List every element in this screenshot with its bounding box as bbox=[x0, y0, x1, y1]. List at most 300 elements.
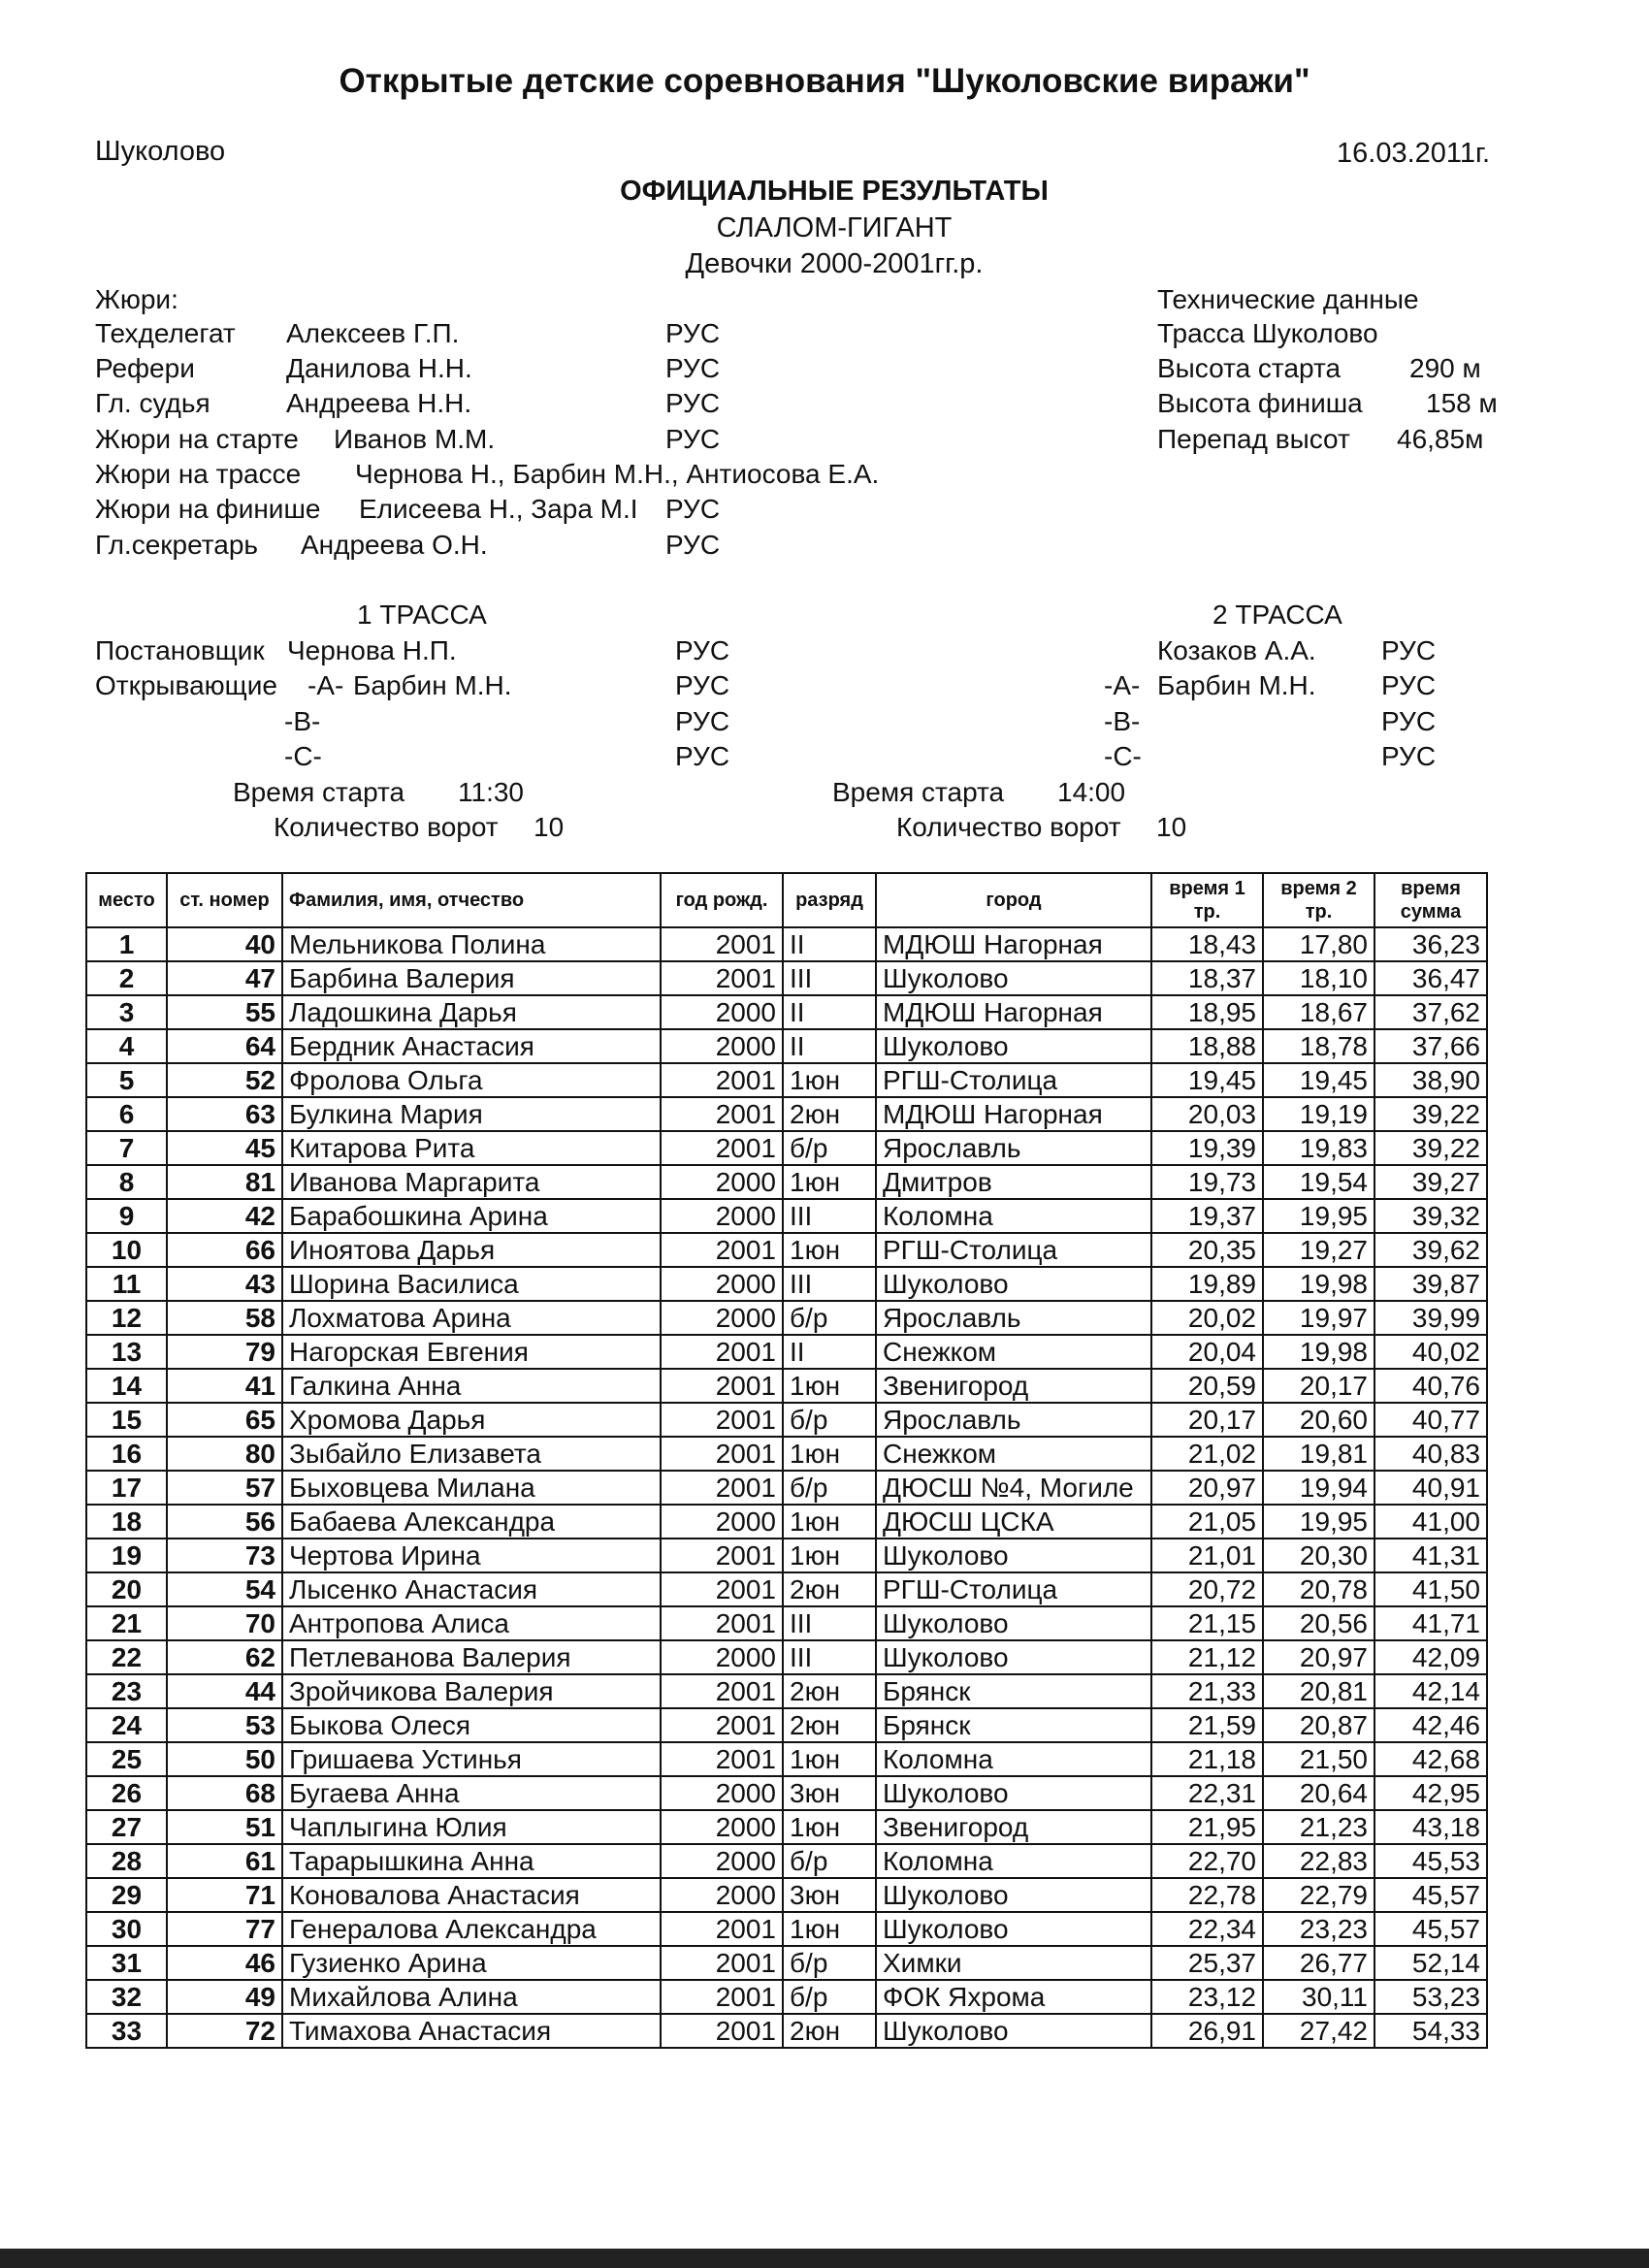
year-cell: 2000 bbox=[661, 1505, 783, 1539]
results-heading: ОФИЦИАЛЬНЫЕ РЕЗУЛЬТАТЫ bbox=[620, 176, 1049, 207]
bib-cell: 58 bbox=[167, 1301, 282, 1335]
jury-role: Жюри на старте bbox=[95, 424, 299, 454]
name-cell: Барабошкина Арина bbox=[282, 1199, 661, 1233]
year-cell: 2001 bbox=[661, 961, 783, 995]
place-cell: 1 bbox=[86, 927, 167, 961]
age-group: Девочки 2000-2001гг.р. bbox=[685, 248, 984, 279]
run1-forerunner-a-label: -А- bbox=[307, 670, 344, 700]
time2-cell: 20,64 bbox=[1263, 1776, 1374, 1810]
jury-role: Жюри на трассе bbox=[95, 459, 302, 489]
bib-cell: 40 bbox=[167, 927, 282, 961]
name-cell: Иноятова Дарья bbox=[282, 1233, 661, 1267]
time2-cell: 20,87 bbox=[1263, 1708, 1374, 1742]
tech-row-value: 158 м bbox=[1426, 388, 1498, 418]
bib-cell: 50 bbox=[167, 1742, 282, 1776]
sum-cell: 45,57 bbox=[1374, 1912, 1487, 1946]
table-row bbox=[86, 1810, 1487, 1844]
table-row bbox=[86, 1267, 1487, 1301]
time2-cell: 20,17 bbox=[1263, 1369, 1374, 1403]
time2-cell: 18,78 bbox=[1263, 1029, 1374, 1063]
rank-cell: 3юн bbox=[783, 1776, 876, 1810]
jury-name: Андреева О.Н. bbox=[301, 530, 488, 560]
bib-cell: 46 bbox=[167, 1946, 282, 1980]
time1-cell: 20,03 bbox=[1151, 1097, 1263, 1131]
bib-cell: 72 bbox=[167, 2014, 282, 2048]
rank-cell: б/р bbox=[783, 1471, 876, 1505]
table-row bbox=[86, 1165, 1487, 1199]
sum-cell: 39,22 bbox=[1374, 1131, 1487, 1165]
time1-cell: 22,31 bbox=[1151, 1776, 1263, 1810]
place-cell: 3 bbox=[86, 995, 167, 1029]
time2-cell: 22,83 bbox=[1263, 1844, 1374, 1878]
run2-forerunner-c-label: -С- bbox=[1104, 741, 1142, 771]
sum-cell: 40,83 bbox=[1374, 1437, 1487, 1471]
jury-role: Гл.секретарь bbox=[95, 530, 258, 560]
city-cell: ДЮСШ №4, Могиле bbox=[876, 1471, 1151, 1505]
sum-cell: 41,31 bbox=[1374, 1539, 1487, 1572]
time1-cell: 19,39 bbox=[1151, 1131, 1263, 1165]
year-cell: 2000 bbox=[661, 1165, 783, 1199]
run2-forerunner-b-label: -В- bbox=[1104, 706, 1141, 736]
rank-cell: III bbox=[783, 1267, 876, 1301]
year-cell: 2000 bbox=[661, 1640, 783, 1674]
place-cell: 33 bbox=[86, 2014, 167, 2048]
date: 16.03.2011г. bbox=[1337, 138, 1491, 169]
sum-cell: 53,23 bbox=[1374, 1980, 1487, 2014]
jury-name: Алексеев Г.П. bbox=[286, 318, 460, 348]
city-cell: Ярославль bbox=[876, 1301, 1151, 1335]
place-cell: 5 bbox=[86, 1063, 167, 1097]
sum-cell: 36,47 bbox=[1374, 961, 1487, 995]
rank-cell: 2юн bbox=[783, 1572, 876, 1606]
run2-forerunner-a-country: РУС bbox=[1381, 670, 1437, 700]
rank-cell: 1юн bbox=[783, 1165, 876, 1199]
city-cell: Снежком bbox=[876, 1437, 1151, 1471]
year-cell: 2000 bbox=[661, 1844, 783, 1878]
city-cell: Снежком bbox=[876, 1335, 1151, 1369]
run1-forerunner-b-country: РУС bbox=[675, 706, 730, 736]
col-sum-header: время сумма bbox=[1374, 873, 1487, 927]
city-cell: Шуколово bbox=[876, 2014, 1151, 2048]
table-row bbox=[86, 1029, 1487, 1063]
table-row bbox=[86, 1471, 1487, 1505]
sum-cell: 39,32 bbox=[1374, 1199, 1487, 1233]
time2-cell: 19,97 bbox=[1263, 1301, 1374, 1335]
table-row bbox=[86, 1131, 1487, 1165]
rank-cell: III bbox=[783, 961, 876, 995]
time2-cell: 26,77 bbox=[1263, 1946, 1374, 1980]
sum-cell: 42,14 bbox=[1374, 1674, 1487, 1708]
time2-cell: 19,19 bbox=[1263, 1097, 1374, 1131]
year-cell: 2000 bbox=[661, 1810, 783, 1844]
bib-cell: 80 bbox=[167, 1437, 282, 1471]
jury-name: Чернова Н., Барбин М.Н., Антиосова Е.А. bbox=[355, 459, 880, 489]
year-cell: 2001 bbox=[661, 1335, 783, 1369]
jury-country: РУС bbox=[665, 424, 721, 454]
bib-cell: 55 bbox=[167, 995, 282, 1029]
place-cell: 16 bbox=[86, 1437, 167, 1471]
place-cell: 9 bbox=[86, 1199, 167, 1233]
col-time2-header: время 2 тр. bbox=[1263, 873, 1374, 927]
name-cell: Лысенко Анастасия bbox=[282, 1572, 661, 1606]
table-row bbox=[86, 1776, 1487, 1810]
place-cell: 8 bbox=[86, 1165, 167, 1199]
run1-forerunner-b-label: -В- bbox=[284, 706, 321, 736]
name-cell: Бердник Анастасия bbox=[282, 1029, 661, 1063]
table-row bbox=[86, 1539, 1487, 1572]
bib-cell: 68 bbox=[167, 1776, 282, 1810]
name-cell: Гузиенко Арина bbox=[282, 1946, 661, 1980]
rank-cell: 1юн bbox=[783, 1233, 876, 1267]
col-rank-header: разряд bbox=[783, 873, 876, 927]
time2-cell: 20,60 bbox=[1263, 1403, 1374, 1437]
rank-cell: II bbox=[783, 927, 876, 961]
time1-cell: 22,34 bbox=[1151, 1912, 1263, 1946]
bib-cell: 43 bbox=[167, 1267, 282, 1301]
place-cell: 15 bbox=[86, 1403, 167, 1437]
sum-cell: 42,46 bbox=[1374, 1708, 1487, 1742]
bib-cell: 52 bbox=[167, 1063, 282, 1097]
bib-cell: 51 bbox=[167, 1810, 282, 1844]
run1-forerunner-a: Барбин М.Н. bbox=[353, 670, 512, 700]
bib-cell: 63 bbox=[167, 1097, 282, 1131]
place-cell: 29 bbox=[86, 1878, 167, 1912]
sum-cell: 45,57 bbox=[1374, 1878, 1487, 1912]
jury-country: РУС bbox=[665, 318, 721, 348]
bib-cell: 49 bbox=[167, 1980, 282, 2014]
jury-country: РУС bbox=[665, 353, 721, 383]
rank-cell: б/р bbox=[783, 1131, 876, 1165]
jury-name: Елисеева Н., Зара М.I bbox=[359, 494, 638, 524]
run1-forerunner-c-label: -С- bbox=[284, 741, 322, 771]
place-cell: 2 bbox=[86, 961, 167, 995]
rank-cell: 1юн bbox=[783, 1539, 876, 1572]
table-row bbox=[86, 1097, 1487, 1131]
time1-cell: 20,04 bbox=[1151, 1335, 1263, 1369]
place-cell: 28 bbox=[86, 1844, 167, 1878]
run2-forerunner-a-label: -А- bbox=[1104, 670, 1141, 700]
name-cell: Генералова Александра bbox=[282, 1912, 661, 1946]
run1-start-label: Время старта bbox=[233, 777, 405, 807]
place-cell: 14 bbox=[86, 1369, 167, 1403]
time1-cell: 21,05 bbox=[1151, 1505, 1263, 1539]
time2-cell: 20,78 bbox=[1263, 1572, 1374, 1606]
jury-name: Иванов М.М. bbox=[334, 424, 496, 454]
rank-cell: б/р bbox=[783, 1403, 876, 1437]
bib-cell: 70 bbox=[167, 1606, 282, 1640]
sum-cell: 54,33 bbox=[1374, 2014, 1487, 2048]
year-cell: 2001 bbox=[661, 1131, 783, 1165]
time1-cell: 20,59 bbox=[1151, 1369, 1263, 1403]
year-cell: 2000 bbox=[661, 1029, 783, 1063]
run1-setter-country: РУС bbox=[675, 635, 730, 665]
city-cell: Ярославль bbox=[876, 1131, 1151, 1165]
year-cell: 2001 bbox=[661, 1572, 783, 1606]
sum-cell: 41,00 bbox=[1374, 1505, 1487, 1539]
time1-cell: 19,73 bbox=[1151, 1165, 1263, 1199]
rank-cell: б/р bbox=[783, 1844, 876, 1878]
jury-role: Гл. судья bbox=[95, 388, 210, 418]
time1-cell: 26,91 bbox=[1151, 2014, 1263, 2048]
sum-cell: 39,27 bbox=[1374, 1165, 1487, 1199]
time1-cell: 21,15 bbox=[1151, 1606, 1263, 1640]
place-cell: 26 bbox=[86, 1776, 167, 1810]
time1-cell: 20,97 bbox=[1151, 1471, 1263, 1505]
name-cell: Фролова Ольга bbox=[282, 1063, 661, 1097]
bib-cell: 77 bbox=[167, 1912, 282, 1946]
city-cell: Шуколово bbox=[876, 1539, 1151, 1572]
place-cell: 4 bbox=[86, 1029, 167, 1063]
table-row bbox=[86, 1980, 1487, 2014]
scan-bottom-edge bbox=[0, 2249, 1649, 2268]
jury-role: Техделегат bbox=[95, 318, 236, 348]
rank-cell: 1юн bbox=[783, 1369, 876, 1403]
city-cell: Шуколово bbox=[876, 1640, 1151, 1674]
time1-cell: 19,37 bbox=[1151, 1199, 1263, 1233]
city-cell: РГШ-Столица bbox=[876, 1063, 1151, 1097]
year-cell: 2000 bbox=[661, 1776, 783, 1810]
time1-cell: 18,43 bbox=[1151, 927, 1263, 961]
rank-cell: III bbox=[783, 1199, 876, 1233]
name-cell: Тарарышкина Анна bbox=[282, 1844, 661, 1878]
sum-cell: 41,71 bbox=[1374, 1606, 1487, 1640]
table-row bbox=[86, 1946, 1487, 1980]
run1-gates: 10 bbox=[534, 812, 565, 842]
name-cell: Гришаева Устинья bbox=[282, 1742, 661, 1776]
tech-row-value: 46,85м bbox=[1397, 424, 1484, 454]
table-row bbox=[86, 2014, 1487, 2048]
sum-cell: 39,99 bbox=[1374, 1301, 1487, 1335]
table-row bbox=[86, 1844, 1487, 1878]
table-row bbox=[86, 1606, 1487, 1640]
forerunners-label: Открывающие bbox=[95, 670, 277, 700]
place-cell: 23 bbox=[86, 1674, 167, 1708]
time2-cell: 27,42 bbox=[1263, 2014, 1374, 2048]
table-row bbox=[86, 1301, 1487, 1335]
discipline: СЛАЛОМ-ГИГАНТ bbox=[716, 212, 953, 243]
rank-cell: III bbox=[783, 1640, 876, 1674]
place-cell: 21 bbox=[86, 1606, 167, 1640]
sum-cell: 40,77 bbox=[1374, 1403, 1487, 1437]
run1-gates-label: Количество ворот bbox=[274, 812, 499, 842]
time2-cell: 19,95 bbox=[1263, 1199, 1374, 1233]
rank-cell: 2юн bbox=[783, 1674, 876, 1708]
sum-cell: 39,62 bbox=[1374, 1233, 1487, 1267]
place-cell: 27 bbox=[86, 1810, 167, 1844]
jury-name: Андреева Н.Н. bbox=[286, 388, 472, 418]
col-place-header: место bbox=[86, 873, 167, 927]
time2-cell: 19,98 bbox=[1263, 1267, 1374, 1301]
time1-cell: 18,95 bbox=[1151, 995, 1263, 1029]
time1-cell: 21,02 bbox=[1151, 1437, 1263, 1471]
time1-cell: 21,18 bbox=[1151, 1742, 1263, 1776]
sum-cell: 40,76 bbox=[1374, 1369, 1487, 1403]
tech-label: Технические данные bbox=[1157, 284, 1419, 314]
run1-forerunner-c-country: РУС bbox=[675, 741, 730, 771]
time1-cell: 21,12 bbox=[1151, 1640, 1263, 1674]
bib-cell: 56 bbox=[167, 1505, 282, 1539]
place-cell: 25 bbox=[86, 1742, 167, 1776]
sum-cell: 37,66 bbox=[1374, 1029, 1487, 1063]
time2-cell: 19,45 bbox=[1263, 1063, 1374, 1097]
bib-cell: 57 bbox=[167, 1471, 282, 1505]
place-cell: 7 bbox=[86, 1131, 167, 1165]
run2-forerunner-a: Барбин М.Н. bbox=[1157, 670, 1316, 700]
place-cell: 31 bbox=[86, 1946, 167, 1980]
table-row bbox=[86, 1063, 1487, 1097]
name-cell: Ладошкина Дарья bbox=[282, 995, 661, 1029]
place-cell: 20 bbox=[86, 1572, 167, 1606]
tech-row-label: Перепад высот bbox=[1157, 424, 1350, 454]
sum-cell: 40,91 bbox=[1374, 1471, 1487, 1505]
time1-cell: 19,45 bbox=[1151, 1063, 1263, 1097]
sum-cell: 39,87 bbox=[1374, 1267, 1487, 1301]
rank-cell: 1юн bbox=[783, 1437, 876, 1471]
name-cell: Зыбайло Елизавета bbox=[282, 1437, 661, 1471]
jury-country: РУС bbox=[665, 530, 721, 560]
year-cell: 2001 bbox=[661, 1606, 783, 1640]
rank-cell: 1юн bbox=[783, 1810, 876, 1844]
time2-cell: 19,27 bbox=[1263, 1233, 1374, 1267]
sum-cell: 52,14 bbox=[1374, 1946, 1487, 1980]
name-cell: Быховцева Милана bbox=[282, 1471, 661, 1505]
city-cell: МДЮШ Нагорная bbox=[876, 995, 1151, 1029]
year-cell: 2001 bbox=[661, 2014, 783, 2048]
sum-cell: 40,02 bbox=[1374, 1335, 1487, 1369]
time1-cell: 22,78 bbox=[1151, 1878, 1263, 1912]
name-cell: Бабаева Александра bbox=[282, 1505, 661, 1539]
name-cell: Лохматова Арина bbox=[282, 1301, 661, 1335]
bib-cell: 64 bbox=[167, 1029, 282, 1063]
place-cell: 24 bbox=[86, 1708, 167, 1742]
table-row bbox=[86, 1912, 1487, 1946]
bib-cell: 73 bbox=[167, 1539, 282, 1572]
bib-cell: 41 bbox=[167, 1369, 282, 1403]
rank-cell: 2юн bbox=[783, 1097, 876, 1131]
bib-cell: 79 bbox=[167, 1335, 282, 1369]
time2-cell: 20,97 bbox=[1263, 1640, 1374, 1674]
year-cell: 2000 bbox=[661, 995, 783, 1029]
year-cell: 2001 bbox=[661, 1403, 783, 1437]
rank-cell: 2юн bbox=[783, 2014, 876, 2048]
col-city-header: город bbox=[876, 873, 1151, 927]
time2-cell: 19,94 bbox=[1263, 1471, 1374, 1505]
table-row bbox=[86, 995, 1487, 1029]
sum-cell: 42,09 bbox=[1374, 1640, 1487, 1674]
name-cell: Коновалова Анастасия bbox=[282, 1878, 661, 1912]
time1-cell: 23,12 bbox=[1151, 1980, 1263, 2014]
table-row bbox=[86, 1335, 1487, 1369]
run2-setter: Козаков А.А. bbox=[1157, 635, 1316, 665]
place-cell: 6 bbox=[86, 1097, 167, 1131]
sum-cell: 39,22 bbox=[1374, 1097, 1487, 1131]
city-cell: РГШ-Столица bbox=[876, 1233, 1151, 1267]
table-header-row bbox=[86, 873, 1487, 927]
run2-start-time: 14:00 bbox=[1057, 777, 1126, 807]
city-cell: Звенигород bbox=[876, 1369, 1151, 1403]
name-cell: Бугаева Анна bbox=[282, 1776, 661, 1810]
run2-gates: 10 bbox=[1156, 812, 1187, 842]
city-cell: ФОК Яхрома bbox=[876, 1980, 1151, 2014]
name-cell: Шорина Василиса bbox=[282, 1267, 661, 1301]
time2-cell: 19,98 bbox=[1263, 1335, 1374, 1369]
table-row bbox=[86, 961, 1487, 995]
col-time1-header: время 1 тр. bbox=[1151, 873, 1263, 927]
run2-title: 2 ТРАССА bbox=[1212, 599, 1342, 630]
city-cell: Шуколово bbox=[876, 1776, 1151, 1810]
col-bib-header: ст. номер bbox=[167, 873, 282, 927]
year-cell: 2001 bbox=[661, 1369, 783, 1403]
time2-cell: 23,23 bbox=[1263, 1912, 1374, 1946]
table-row bbox=[86, 1199, 1487, 1233]
time2-cell: 20,30 bbox=[1263, 1539, 1374, 1572]
time2-cell: 22,79 bbox=[1263, 1878, 1374, 1912]
time2-cell: 17,80 bbox=[1263, 927, 1374, 961]
table-row bbox=[86, 1640, 1487, 1674]
sum-cell: 45,53 bbox=[1374, 1844, 1487, 1878]
rank-cell: 1юн bbox=[783, 1063, 876, 1097]
city-cell: Звенигород bbox=[876, 1810, 1151, 1844]
run1-title: 1 ТРАССА bbox=[357, 599, 487, 630]
rank-cell: 1юн bbox=[783, 1742, 876, 1776]
name-cell: Хромова Дарья bbox=[282, 1403, 661, 1437]
rank-cell: III bbox=[783, 1606, 876, 1640]
place-cell: 19 bbox=[86, 1539, 167, 1572]
sum-cell: 42,68 bbox=[1374, 1742, 1487, 1776]
sum-cell: 42,95 bbox=[1374, 1776, 1487, 1810]
place-cell: 17 bbox=[86, 1471, 167, 1505]
place-cell: 32 bbox=[86, 1980, 167, 2014]
city-cell: Брянск bbox=[876, 1708, 1151, 1742]
table-row bbox=[86, 927, 1487, 961]
city-cell: Коломна bbox=[876, 1844, 1151, 1878]
jury-name: Данилова Н.Н. bbox=[286, 353, 472, 383]
rank-cell: 2юн bbox=[783, 1708, 876, 1742]
rank-cell: 1юн bbox=[783, 1912, 876, 1946]
table-row bbox=[86, 1674, 1487, 1708]
name-cell: Михайлова Алина bbox=[282, 1980, 661, 2014]
year-cell: 2001 bbox=[661, 1233, 783, 1267]
name-cell: Зройчикова Валерия bbox=[282, 1674, 661, 1708]
rank-cell: II bbox=[783, 995, 876, 1029]
rank-cell: б/р bbox=[783, 1301, 876, 1335]
city-cell: Шуколово bbox=[876, 1267, 1151, 1301]
name-cell: Китарова Рита bbox=[282, 1131, 661, 1165]
results-table-body bbox=[86, 927, 1487, 2048]
city-cell: Шуколово bbox=[876, 1029, 1151, 1063]
name-cell: Мельникова Полина bbox=[282, 927, 661, 961]
year-cell: 2001 bbox=[661, 1674, 783, 1708]
tech-track: Трасса Шуколово bbox=[1157, 318, 1378, 348]
run1-start-time: 11:30 bbox=[458, 777, 524, 807]
name-cell: Иванова Маргарита bbox=[282, 1165, 661, 1199]
place-cell: 10 bbox=[86, 1233, 167, 1267]
year-cell: 2001 bbox=[661, 1539, 783, 1572]
year-cell: 2000 bbox=[661, 1301, 783, 1335]
place-cell: 30 bbox=[86, 1912, 167, 1946]
tech-row-label: Высота финиша bbox=[1157, 388, 1363, 418]
year-cell: 2001 bbox=[661, 1946, 783, 1980]
place-cell: 13 bbox=[86, 1335, 167, 1369]
year-cell: 2001 bbox=[661, 1708, 783, 1742]
table-row bbox=[86, 1403, 1487, 1437]
place-cell: 18 bbox=[86, 1505, 167, 1539]
city-cell: ДЮСШ ЦСКА bbox=[876, 1505, 1151, 1539]
city-cell: Шуколово bbox=[876, 961, 1151, 995]
city-cell: Химки bbox=[876, 1946, 1151, 1980]
city-cell: Шуколово bbox=[876, 1912, 1151, 1946]
time1-cell: 18,37 bbox=[1151, 961, 1263, 995]
